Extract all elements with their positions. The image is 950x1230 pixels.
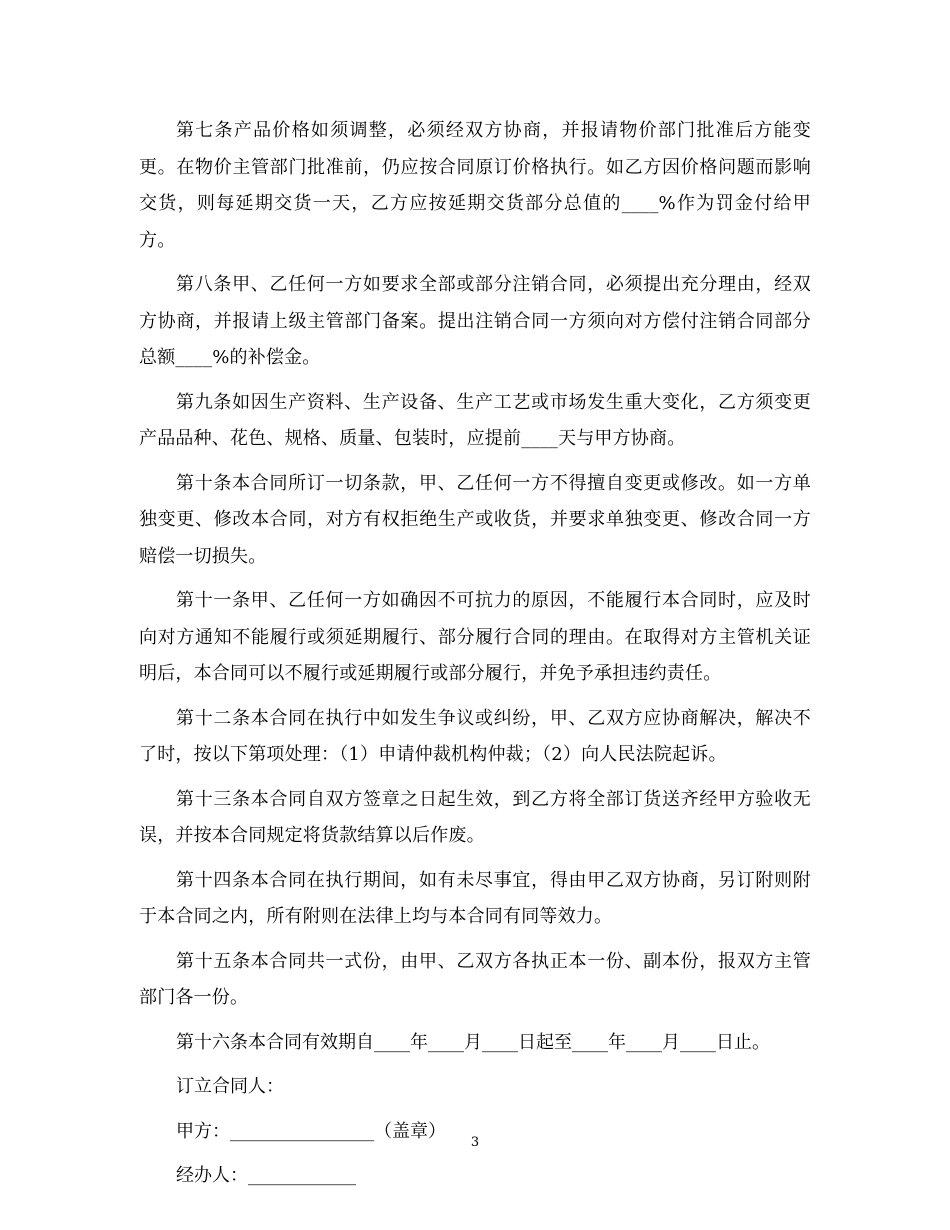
clause-13: 第十三条本合同自双方签章之日起生效，到乙方将全部订货送齐经甲方验收无误，并按本合同规定将货款结算以后作废。 <box>139 788 811 846</box>
clause-9: 第九条如因生产资料、生产设备、生产工艺或市场发生重大变化，乙方须变更产品品种、花色、规格、质量、包装时，应提前____天与甲方协商。 <box>139 391 811 449</box>
clause-7: 第七条产品价格如须调整，必须经双方协商，并报请物价部门批准后方能变更。在物价主管部门批准前，仍应按合同原订价格执行。如乙方因价格问题而影响交货，则每延期交货一天，乙方应按延期交货部分总值的____%作为罚金付给甲方。 <box>139 120 811 251</box>
agent-line: 经办人：____________ <box>176 1165 356 1186</box>
document-body <box>139 113 811 1203</box>
clause-16-validity: 第十六条本合同有效期自____年____月____日起至____年____月____日止。 <box>176 1031 770 1053</box>
clause-10: 第十条本合同所订一切条款，甲、乙任何一方不得擅自变更或修改。如一方单独变更、修改本合同，对方有权拒绝生产或收货，并要求单独变更、修改合同一方赔偿一切损失。 <box>139 472 811 567</box>
clause-15: 第十五条本合同共一式份，由甲、乙双方各执正本一份、副本份，报双方主管部门各一份。 <box>139 950 811 1008</box>
clause-14: 第十四条本合同在执行期间，如有未尽事宜，得由甲乙双方协商，另订附则附于本合同之内，所有附则在法律上均与本合同有同等效力。 <box>139 869 811 927</box>
clause-11: 第十一条甲、乙任何一方如确因不可抗力的原因，不能履行本合同时，应及时向对方通知不能履行或须延期履行、部分履行合同的理由。在取得对方主管机关证明后，本合同可以不履行或延期履行或部分履行，并免予承担违约责任。 <box>139 590 811 684</box>
clause-12: 第十二条本合同在执行中如发生争议或纠纷，甲、乙双方应协商解决，解决不了时，按以下第项处理：（1）申请仲裁机构仲裁；（2）向人民法院起诉。 <box>139 707 811 765</box>
clause-8: 第八条甲、乙任何一方如要求全部或部分注销合同，必须提出充分理由，经双方协商，并报请上级主管部门备案。提出注销合同一方须向对方偿付注销合同部分总额____%的补偿金。 <box>139 274 811 368</box>
signatory-heading: 订立合同人： <box>176 1076 284 1097</box>
party-a-line: 甲方：________________（盖章） <box>176 1120 446 1142</box>
page-number: 3 <box>470 1135 480 1150</box>
